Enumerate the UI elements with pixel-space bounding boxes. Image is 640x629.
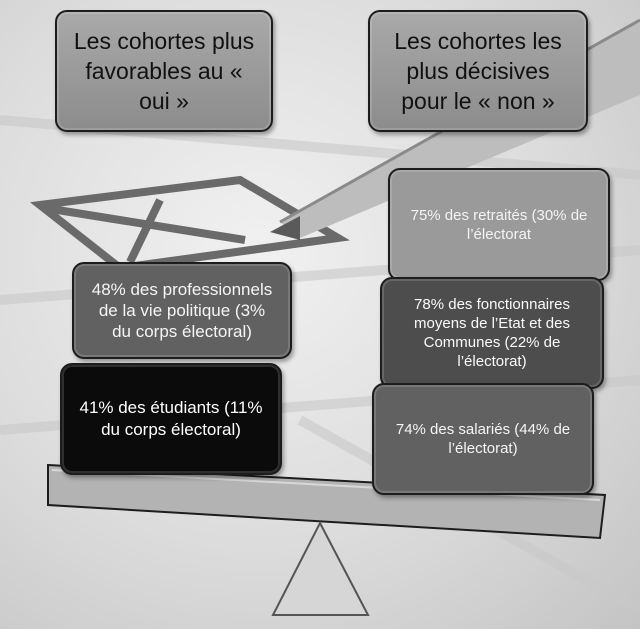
tile-no-civil-servants: [380, 277, 604, 389]
tile-no-employees: [372, 383, 594, 495]
tile-no-civil-servants-text: 78% des fonctionnaires moyens de l’Etat et des Communes (22% de l’électorat): [414, 296, 570, 370]
fulcrum-triangle: [273, 523, 368, 615]
tile-no-employees-text: 74% des salariés (44% de l’électorat): [395, 421, 571, 457]
tile-yes-students: [60, 363, 282, 475]
tile-no-retirees-text: 75% des retraités (30% de l’électorat: [410, 206, 588, 243]
tile-yes-politicians: [72, 262, 292, 359]
tile-no-retirees: [388, 168, 610, 281]
tile-yes-students-text: 41% des étudiants (11% du corps électoral): [79, 398, 263, 439]
header-no-text: Les cohortes les plus décisives pour le « non »: [394, 28, 562, 114]
tile-yes-politicians-text: 48% des professionnels de la vie politique (3% du corps électoral): [91, 280, 273, 341]
header-yes-text: Les cohortes plus favorables au « oui »: [73, 28, 255, 114]
